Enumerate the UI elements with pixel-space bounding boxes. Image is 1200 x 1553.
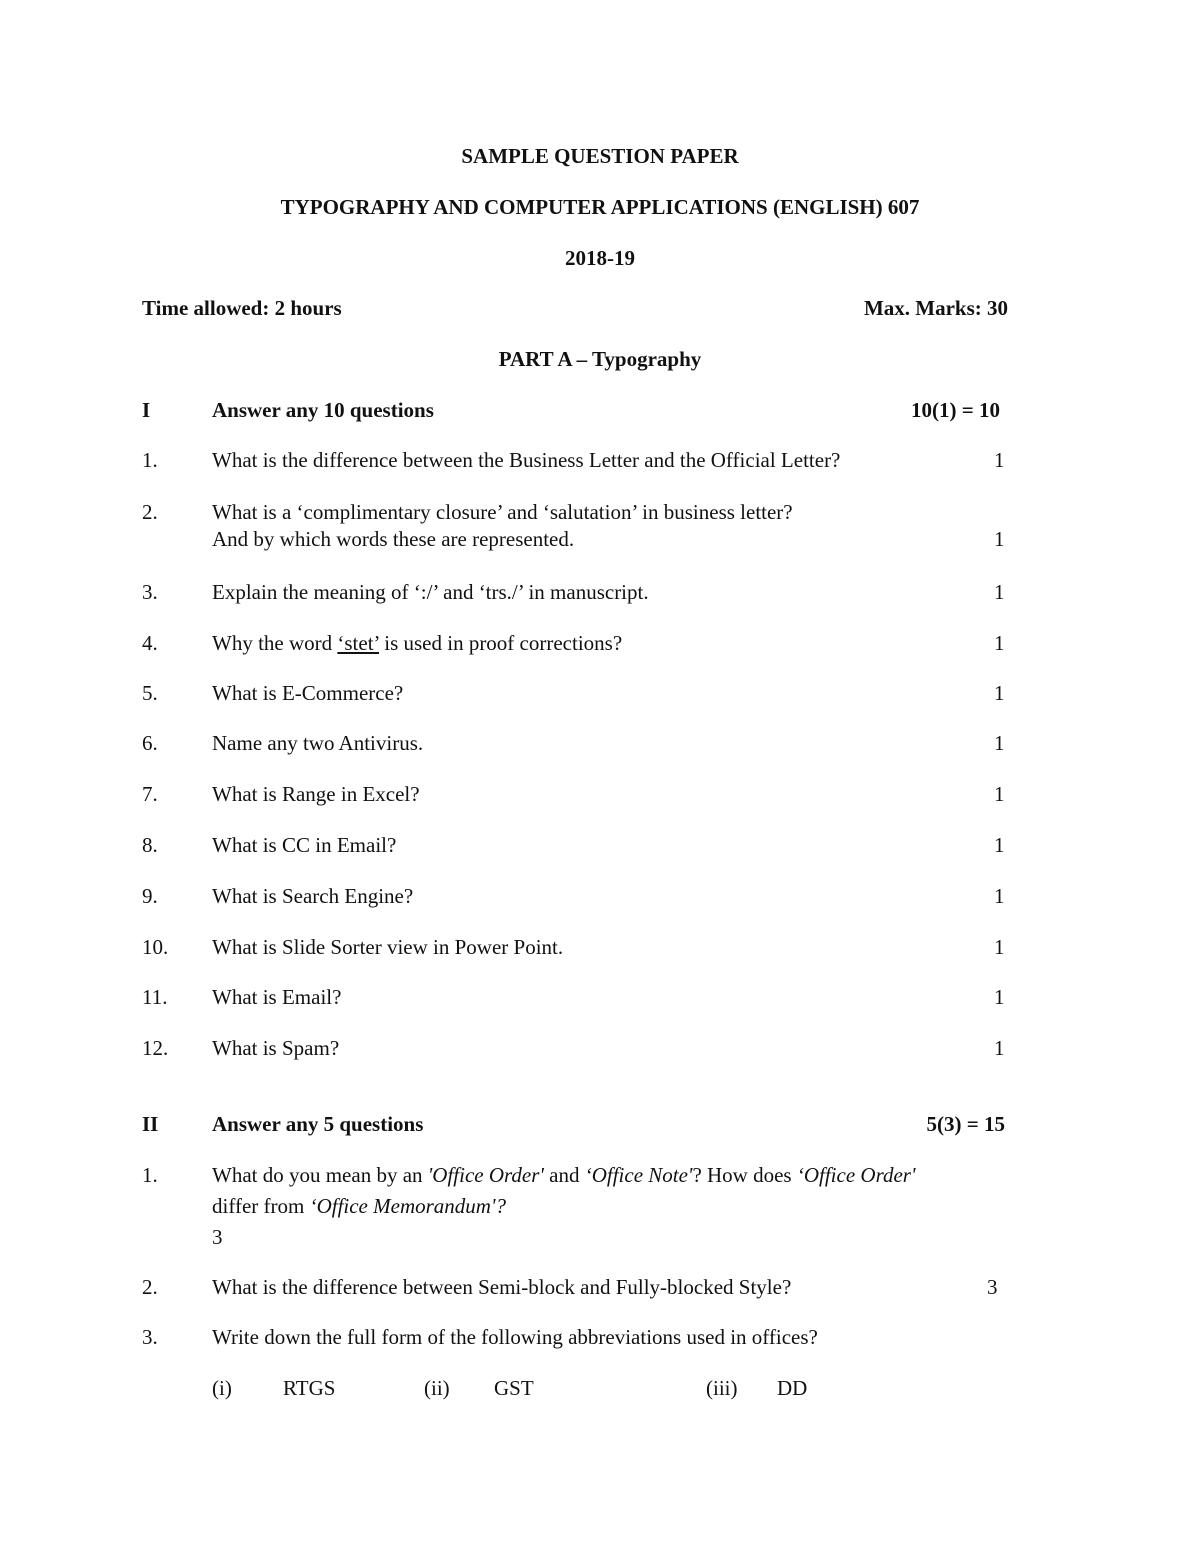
- question-number: 8.: [142, 833, 158, 857]
- question-mark: 3: [987, 1275, 998, 1299]
- question-number: 1.: [142, 448, 158, 472]
- max-marks: Max. Marks: 30: [863, 296, 1008, 320]
- question-text: Write down the full form of the following abbreviations used in offices?: [212, 1325, 818, 1349]
- office-memorandum-term: ‘Office Memorandum'?: [309, 1194, 506, 1218]
- paper-subject: TYPOGRAPHY AND COMPUTER APPLICATIONS (ENGLISH) 607: [280, 195, 920, 219]
- paper-title: SAMPLE QUESTION PAPER: [461, 144, 739, 168]
- question-mark: 1: [994, 448, 1005, 472]
- office-order-term: 'Office Order': [427, 1163, 544, 1187]
- question-mark: 1: [994, 935, 1005, 959]
- question-text: Explain the meaning of ‘:/’ and ‘trs./’ in manuscript.: [212, 580, 649, 604]
- question-text: Name any two Antivirus.: [212, 731, 424, 755]
- question-text: What is Slide Sorter view in Power Point.: [212, 935, 564, 959]
- question-number: 2.: [142, 1275, 158, 1299]
- stet-word: ‘stet’: [337, 631, 379, 655]
- question-text: What is Email?: [212, 985, 342, 1009]
- question-number: 12.: [142, 1036, 169, 1060]
- question-mark: 1: [994, 631, 1005, 655]
- question-number: 11.: [142, 985, 168, 1009]
- question-text-line2: [212, 1196, 506, 1217]
- part-heading: PART A – Typography: [498, 347, 702, 371]
- item-label: (i): [212, 1376, 232, 1400]
- question-mark: 1: [994, 782, 1005, 806]
- text-fragment: What do you mean by an: [212, 1163, 428, 1187]
- question-number: 7.: [142, 782, 158, 806]
- question-number: 2.: [142, 500, 158, 524]
- section-2-marks: 5(3) = 15: [926, 1112, 1005, 1136]
- question-text: What is Range in Excel?: [212, 782, 420, 806]
- question-number: 3.: [142, 1325, 158, 1349]
- question-number: 1.: [142, 1163, 158, 1187]
- question-mark: 1: [994, 833, 1005, 857]
- item-value: GST: [494, 1376, 534, 1400]
- section-1-marks: 10(1) = 10: [911, 398, 1000, 422]
- section-1-instruction: Answer any 10 questions: [212, 398, 434, 422]
- question-text-post: is used in proof corrections?: [378, 631, 623, 655]
- question-text: What is Spam?: [212, 1036, 340, 1060]
- question-number: 10.: [142, 935, 169, 959]
- question-text: What is CC in Email?: [212, 833, 397, 857]
- question-mark: 1: [994, 1036, 1005, 1060]
- question-text: What is Search Engine?: [212, 884, 414, 908]
- time-allowed: Time allowed: 2 hours: [142, 296, 342, 320]
- question-text: [212, 633, 622, 654]
- question-number: 6.: [142, 731, 158, 755]
- item-value: DD: [777, 1376, 808, 1400]
- question-mark: 1: [994, 580, 1005, 604]
- question-text-line2: And by which words these are represented.: [212, 527, 575, 551]
- question-text: What is the difference between the Business Letter and the Official Letter?: [212, 448, 841, 472]
- paper-year: 2018-19: [565, 246, 635, 270]
- office-order-term: ‘Office Order': [796, 1163, 916, 1187]
- question-mark: 3: [212, 1225, 223, 1249]
- text-fragment: differ from: [212, 1194, 310, 1218]
- item-label: (ii): [424, 1376, 450, 1400]
- question-number: 5.: [142, 681, 158, 705]
- text-fragment: and: [543, 1163, 585, 1187]
- office-note-term: ‘Office Note': [584, 1163, 693, 1187]
- item-value: RTGS: [283, 1376, 336, 1400]
- section-2-instruction: Answer any 5 questions: [212, 1112, 424, 1136]
- question-mark: 1: [994, 985, 1005, 1009]
- question-text-line1: [212, 1165, 915, 1186]
- question-text: What is the difference between Semi-block and Fully-blocked Style?: [212, 1275, 792, 1299]
- question-mark: 1: [994, 731, 1005, 755]
- section-1-roman: I: [142, 398, 151, 422]
- question-text-pre: Why the word: [212, 631, 338, 655]
- item-label: (iii): [706, 1376, 738, 1400]
- question-text-line1: What is a ‘complimentary closure’ and ‘salutation’ in business letter?: [212, 500, 793, 524]
- question-text: What is E-Commerce?: [212, 681, 404, 705]
- question-number: 4.: [142, 631, 158, 655]
- section-2-roman: II: [142, 1112, 159, 1136]
- text-fragment: ? How does: [692, 1163, 797, 1187]
- question-number: 9.: [142, 884, 158, 908]
- question-mark: 1: [994, 681, 1005, 705]
- question-mark: 1: [994, 527, 1005, 551]
- question-number: 3.: [142, 580, 158, 604]
- question-mark: 1: [994, 884, 1005, 908]
